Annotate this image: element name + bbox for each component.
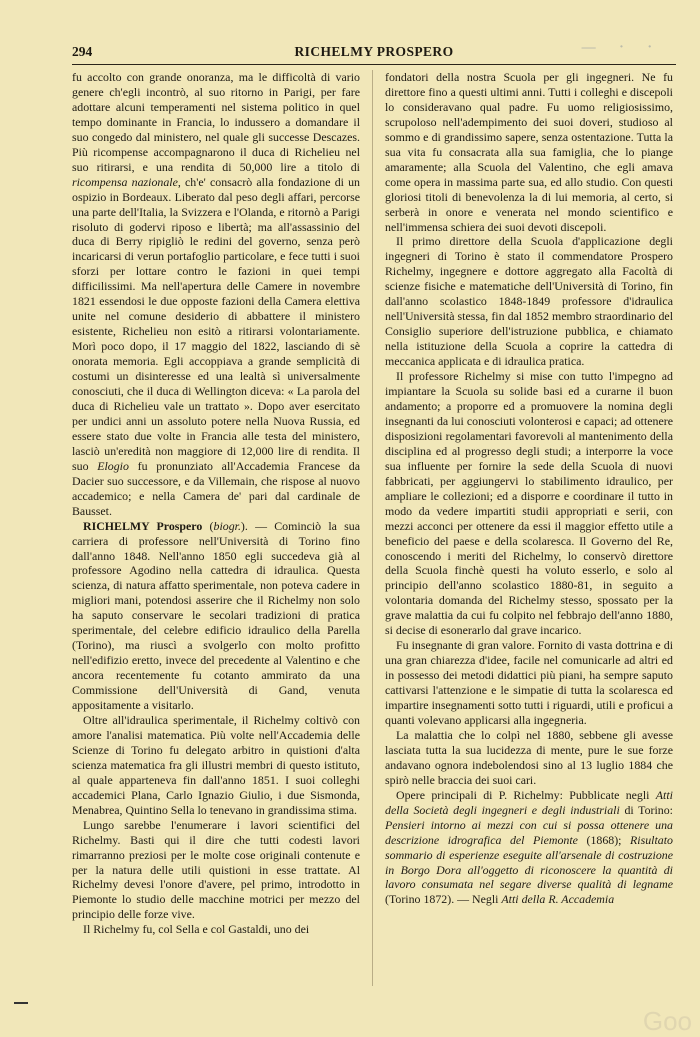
right-column bbox=[385, 70, 673, 995]
scan-watermark: Goo bbox=[642, 1006, 692, 1036]
left-column bbox=[72, 70, 360, 995]
paragraph: fu accolto con grande onoranza, ma le difficoltà di vario genere ch'egli incontrò, al suo ritorno in Parigi, per fare adottare alcuni temperamenti nel sistema politico in quel tempo dominante in Francia, lo indussero a domandare il suo congedo dal ministero, nel quale gli successe Descazes. Più ricompense accompagnarono il duca di Richelieu nel suo ritirarsi, e una rendita di 50,000 lire a titolo di ricompensa nazionale, ch'e' consacrò alla fondazione di un ospizio in Bordeaux. Liberato dal peso degli affari, percorse una parte dell'Italia, la Svizzera e l'Olanda, e ritornò a Parigi risoluto di godervi riposo e libertà; ma all'assassinio del duca di Berry ripigliò le redini del governo, senza però incaricarsi di verun portafoglio particolare, e fece tutti i suoi sforzi per lottare contro le fazioni in quei tempi difficilissimi. Ma nell'apertura delle Camere in novembre 1821 essendosi le due opposte fazioni della Camera elettiva unite nel comune desiderio di abbattere il ministero esistente, Richelieu non esitò a ritirarsi volontariamente. Morì poco dopo, il 17 maggio del 1822, lasciando di sè onorata memoria. Egli accoppiava a grande semplicità di costumi un disinteresse ed una lealtà sì universalmente conosciuti, che il duca di Wellington diceva: « La parola del duca di Richelieu vale un trattato ». Dopo aver esercitato per undici anni un assoluto potere nella Nuova Russia, ed essere stato due volte in Francia alle testa del ministero, lasciò un'eredità non maggiore di 12,000 lire di rendita. Il suo Elogio fu pronunziato all'Accademia Francese da Dacier suo successore, e da Villemain, che rispose al nuovo accademico; e nella Camera de' pari dal cardinale de Bausset. bbox=[72, 70, 360, 518]
margin-mark bbox=[14, 1002, 28, 1004]
header-rule bbox=[72, 64, 676, 65]
entry-headword: RICHELMY Prospero bbox=[83, 518, 203, 533]
paragraph: Lungo sarebbe l'enumerare i lavori scientifici del Richelmy. Basti qui il dire che tutti codesti lavori rimarranno preziosi per le molte cose originali contenute e per la natura delle utili quistioni in esse trattate. Al Richelmy devesi l'onore d'avere, pel primo, introdotto in Piemonte lo studio delle macchine motrici per mezzo del principio delle forze vive. bbox=[72, 817, 360, 922]
corner-marks: — · · bbox=[581, 40, 662, 55]
italic-term: ricompensa nazionale bbox=[72, 174, 178, 189]
italic-title: Pensieri intorno ai mezzi con cui si possa ottenere una descrizione idrografica del Piemonte bbox=[385, 817, 673, 847]
italic-title: Atti della Società degli ingegneri e degli industriali bbox=[385, 787, 673, 817]
italic-term: Elogio bbox=[97, 458, 129, 473]
biography-entry: RICHELMY Prospero (biogr.). — Cominciò la sua carriera di professore nell'Università di Torino fino dall'anno 1848. Nell'anno 1850 egli succedeva già al professore Agodino nella cattedra di idraulica. Questa scienza, di natura affatto sperimentale, non poteva cadere in migliori mani, potendosi asserire che il Richelmy non solo ha saputo conservare le secolari tradizioni di pratica sperimentale, del celebre edificio idraulico della Parella (Torino), ma riuscì a svolgerlo con molto profitto nell'edifizio eretto, invece del precedente al Valentino e che ancora recentemente fu cotanto ammirato da una Commissione dell'Università di Gand, venuta appositamente a visitarlo. bbox=[72, 518, 360, 713]
bibliography-paragraph: Opere principali di P. Richelmy: Pubblicate negli Atti della Società degli ingegneri e degli industriali di Torino: Pensieri intorno ai mezzi con cui si possa ottenere una descrizione idrografica del Piemonte (1868); Risultato sommario di esperienze eseguite all'arsenale di costruzione in Borgo Dora all'oggetto di riconoscere la quantità di lavoro consumata nel segare diverse qualità di legname (Torino 1872). — Negli Atti della R. Accademia bbox=[385, 787, 673, 907]
entry-category: biogr. bbox=[213, 518, 241, 533]
column-divider bbox=[372, 70, 373, 986]
italic-title: Risultato sommario di esperienze eseguite all'arsenale di costruzione in Borgo Dora all'oggetto di riconoscere la quantità di lavoro consumata nel segare diverse qualità di legname bbox=[385, 832, 673, 892]
paragraph: Fu insegnante di gran valore. Fornito di vasta dottrina e di una gran chiarezza d'idee, facile nel comunicarle ad altri ed in possesso dei metodi didattici più piani, ha sempre saputo cattivarsi l'attenzione e le simpatie di tutta la scolaresca ed impartire insegnamenti sotto tutti i riguardi, utili e proficui a quanti volevano applicarsi alla ingegneria. bbox=[385, 638, 673, 727]
paragraph: Il Richelmy fu, col Sella e col Gastaldi, uno dei bbox=[83, 922, 310, 937]
paragraph: La malattia che lo colpì nel 1880, sebbene gli avesse lasciata tutta la sua lucidezza di mente, pure le sue forze andavano ognora indebolendosi sino al 13 luglio 1884 che spirò nelle braccia dei suoi cari. bbox=[385, 727, 673, 787]
paragraph: Oltre all'idraulica sperimentale, il Richelmy coltivò con amore l'analisi matematica. Più volte nell'Accademia delle Scienze di Torino fu delegato arbitro in quistioni d'alta scienza matematica fra gli illustri membri di questo istituto, al quale apparteneva fin dall'anno 1851. I suoi colleghi accademici Plana, Carlo Ignazio Giulio, i due Sismonda, Menabrea, Quintino Sella lo tenevano in grandissima stima. bbox=[72, 712, 360, 817]
page-number: 294 bbox=[72, 44, 93, 59]
running-title: RICHELMY PROSPERO bbox=[294, 44, 454, 59]
paragraph: fondatori della nostra Scuola per gli ingegneri. Ne fu direttore fino a questi ultimi anni. Tutti i colleghi e discepoli lo consideravano qual padre. Fu uomo religiosissimo, scrupoloso nell'adempimento dei suoi doveri, studioso al sommo e di grandissimo sapere, senza ostentazione. Tutta la sua vita fu consacrata alla sua famiglia, che lo piange amaramente; alla Scuola del Valentino, che egli amava come opera in massima parte sua, ed allo studio. Con questi gloriosi titoli di benevolenza la di lui memoria, al certo, si serberà in onore e venerata nel mondo scientifico e nell'immensa schiera dei suoi devoti discepoli. bbox=[385, 70, 673, 234]
page-header bbox=[72, 40, 676, 64]
paragraph: Il primo direttore della Scuola d'applicazione degli ingegneri di Torino è stato il commendatore Prospero Richelmy, ingegnere e dottore aggregato alla Facoltà di scienze fisiche e matematiche dell'Università di Torino, fin dall'anno scolastico 1848-1849 professore d'idraulica nell'Università stessa, fin dal 1852 membro straordinario del Consiglio superiore dell'istruzione pubblica, e chiamato nella istituzione della Scuola a coprire la cattedra di meccanica applicata e di idraulica pratica. bbox=[385, 234, 673, 369]
italic-title: Atti della R. Accademia bbox=[501, 892, 615, 907]
paragraph: Il professore Richelmy si mise con tutto l'impegno ad impiantare la Scuola su solide basi ed a curarne il buon andamento; a proporre ed a promuovere la nomina degli insegnanti da lui conosciuti volonterosi e capaci; ad ottenere disposizioni regolamentari favorevoli al mantenimento della disciplina ed al progresso degli studi; a interporre la voce sua influente per fornire la sede della Scuola di nuovi fabbricati, per aggiungervi lo stabilimento idraulico, per ampliare le collezioni; ed a disporre e coordinare il tutto in modo da vedere impartiti studii appropriati e serii, con mezzi acconci per ottenere da essi il maggior effetto utile a beneficio del paese e della scolaresca. Il Governo del Re, conoscendo i meriti del Richelmy, lo conservò direttore della Scuola finchè questi ha voluto esserlo, e solo al principio dell'anno scolastico 1880-81, in seguito a volontaria domanda del Richelmy stesso, spossato per la grave malattia da cui fu colpito nel febbrajo dell'anno 1880, si decise di esonerarlo dal grave incarico. bbox=[385, 369, 673, 638]
